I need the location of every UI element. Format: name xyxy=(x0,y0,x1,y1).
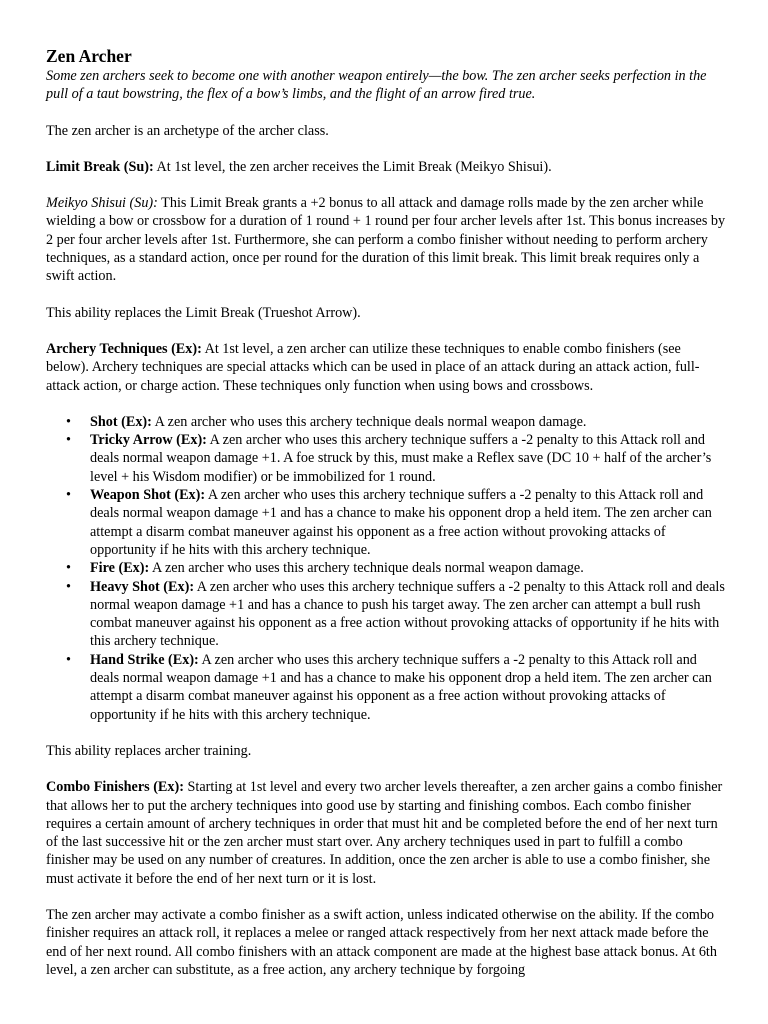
list-item-fire: • Fire (Ex): A zen archer who uses this archery technique deals normal weapon damage. xyxy=(66,560,584,577)
list-item-weapon-shot: • Weapon Shot (Ex): A zen archer who uses this archery technique suffers a -2 penalty to this Attack roll and deals normal weapon damage +1 and has a chance to make his opponent drop a held item. The zen archer can attempt a disarm combat maneuver against his opponent as a free action without provoking attacks of opportunity if he hits with this archery technique. xyxy=(66,487,712,558)
meikyo-shisui-heading: Meikyo Shisui (Su): xyxy=(46,195,158,212)
meikyo-shisui-text: This Limit Break grants a +2 bonus to all attack and damage rolls made by the zen archer while wielding a bow or crossbow for a duration of 1 round + 1 round per four archer levels after 1st. This bonus increases by 2 per four archer levels after 1st. Furthermore, she can perform a combo finisher without needing to perform archery techniques, as a standard action, once per round for the duration of this limit break. This limit break requires only a swift action. xyxy=(46,195,726,285)
combo-finishers-text: Starting at 1st level and every two archer levels thereafter, a zen archer gains a combo finisher that allows her to put the archery techniques into good use by starting and finishing combos. Each combo finisher requires a certain amount of archery techniques in order that must hit and be completed before the end of her next turn of the last successive hit or the zen archer must start over. Any archery techniques used in part to fulfill a combo finisher may be used on any number of creatures. In addition, once the zen archer is able to use a combo finisher, she must activate it before the end of her next turn or it is lost. xyxy=(46,779,723,887)
list-item-tricky-arrow: • Tricky Arrow (Ex): A zen archer who uses this archery technique suffers a -2 penalty to this Attack roll and deals normal weapon damage +1. A foe struck by this, must make a Reflex save (DC 10 + half of the archer’s level + his Wisdom modifier) or be immobilized for 1 round. xyxy=(66,432,712,485)
bullet-icon: • xyxy=(66,560,71,577)
archery-techniques-text: At 1st level, a zen archer can utilize these techniques to enable combo finishers (see below). Archery techniques are special attacks which can be used in place of an attack during an attack action, full-attack action, or charge action. These techniques only function when using bows and crossbows. xyxy=(46,340,700,394)
list-item-heavy-shot: • Heavy Shot (Ex): A zen archer who uses this archery technique suffers a -2 penalty to this Attack roll and deals normal weapon damage +1 and has a chance to push his target away. The zen archer can attempt a bull rush combat maneuver against his opponent as a free action without provoking attacks of opportunity if he hits with this archery technique. xyxy=(66,578,725,650)
bullet-icon: • xyxy=(66,413,71,430)
archery-replaces: This ability replaces archer training. xyxy=(46,742,252,759)
archery-techniques-paragraph xyxy=(46,340,726,395)
subtitle: Some zen archers seek to become one with another weapon entirely—the bow. The zen archer seeks perfection in the pull of a taut bowstring, the flex of a bow’s limbs, and the flight of an arrow fired true. xyxy=(46,68,707,103)
limit-break-paragraph xyxy=(46,158,726,176)
bullet-icon: • xyxy=(66,432,71,449)
bullet-icon: • xyxy=(66,651,71,668)
combo-finishers-paragraph-2: The zen archer may activate a combo finisher as a swift action, unless indicated otherwise on the ability. If the combo finisher requires an attack roll, it replaces a melee or ranged attack respectively from her next attack made before the end of her next round. All combo finishers with an attack component are made at the highest base attack bonus. At 6th level, a zen archer can substitute, as a free action, any archery technique by forgoing xyxy=(46,906,717,978)
meikyo-shisui-paragraph xyxy=(46,194,726,285)
page-title: Zen Archer xyxy=(46,46,132,66)
archery-techniques-list xyxy=(46,413,726,724)
limit-break-text: At 1st level, the zen archer receives the Limit Break (Meikyo Shisui). xyxy=(153,158,552,175)
combo-finishers-heading: Combo Finishers (Ex): xyxy=(46,779,184,796)
limit-break-replaces: This ability replaces the Limit Break (Trueshot Arrow). xyxy=(46,304,361,321)
bullet-icon: • xyxy=(66,487,71,504)
combo-finishers-paragraph xyxy=(46,778,726,888)
list-item-hand-strike: • Hand Strike (Ex): A zen archer who uses this archery technique suffers a -2 penalty to this Attack roll and deals normal weapon damage +1 and has a chance to make his opponent drop a held item. The zen archer can attempt a disarm combat maneuver against his opponent as a free action without provoking attacks of opportunity if he hits with this archery technique. xyxy=(66,651,712,723)
list-item-shot: • Shot (Ex): A zen archer who uses this archery technique deals normal weapon damage. xyxy=(66,413,587,430)
document-page xyxy=(46,46,726,979)
bullet-icon: • xyxy=(66,578,71,595)
archery-techniques-heading: Archery Techniques (Ex): xyxy=(46,340,202,357)
limit-break-heading: Limit Break (Su): xyxy=(46,158,154,175)
intro-paragraph: The zen archer is an archetype of the archer class. xyxy=(46,122,329,139)
